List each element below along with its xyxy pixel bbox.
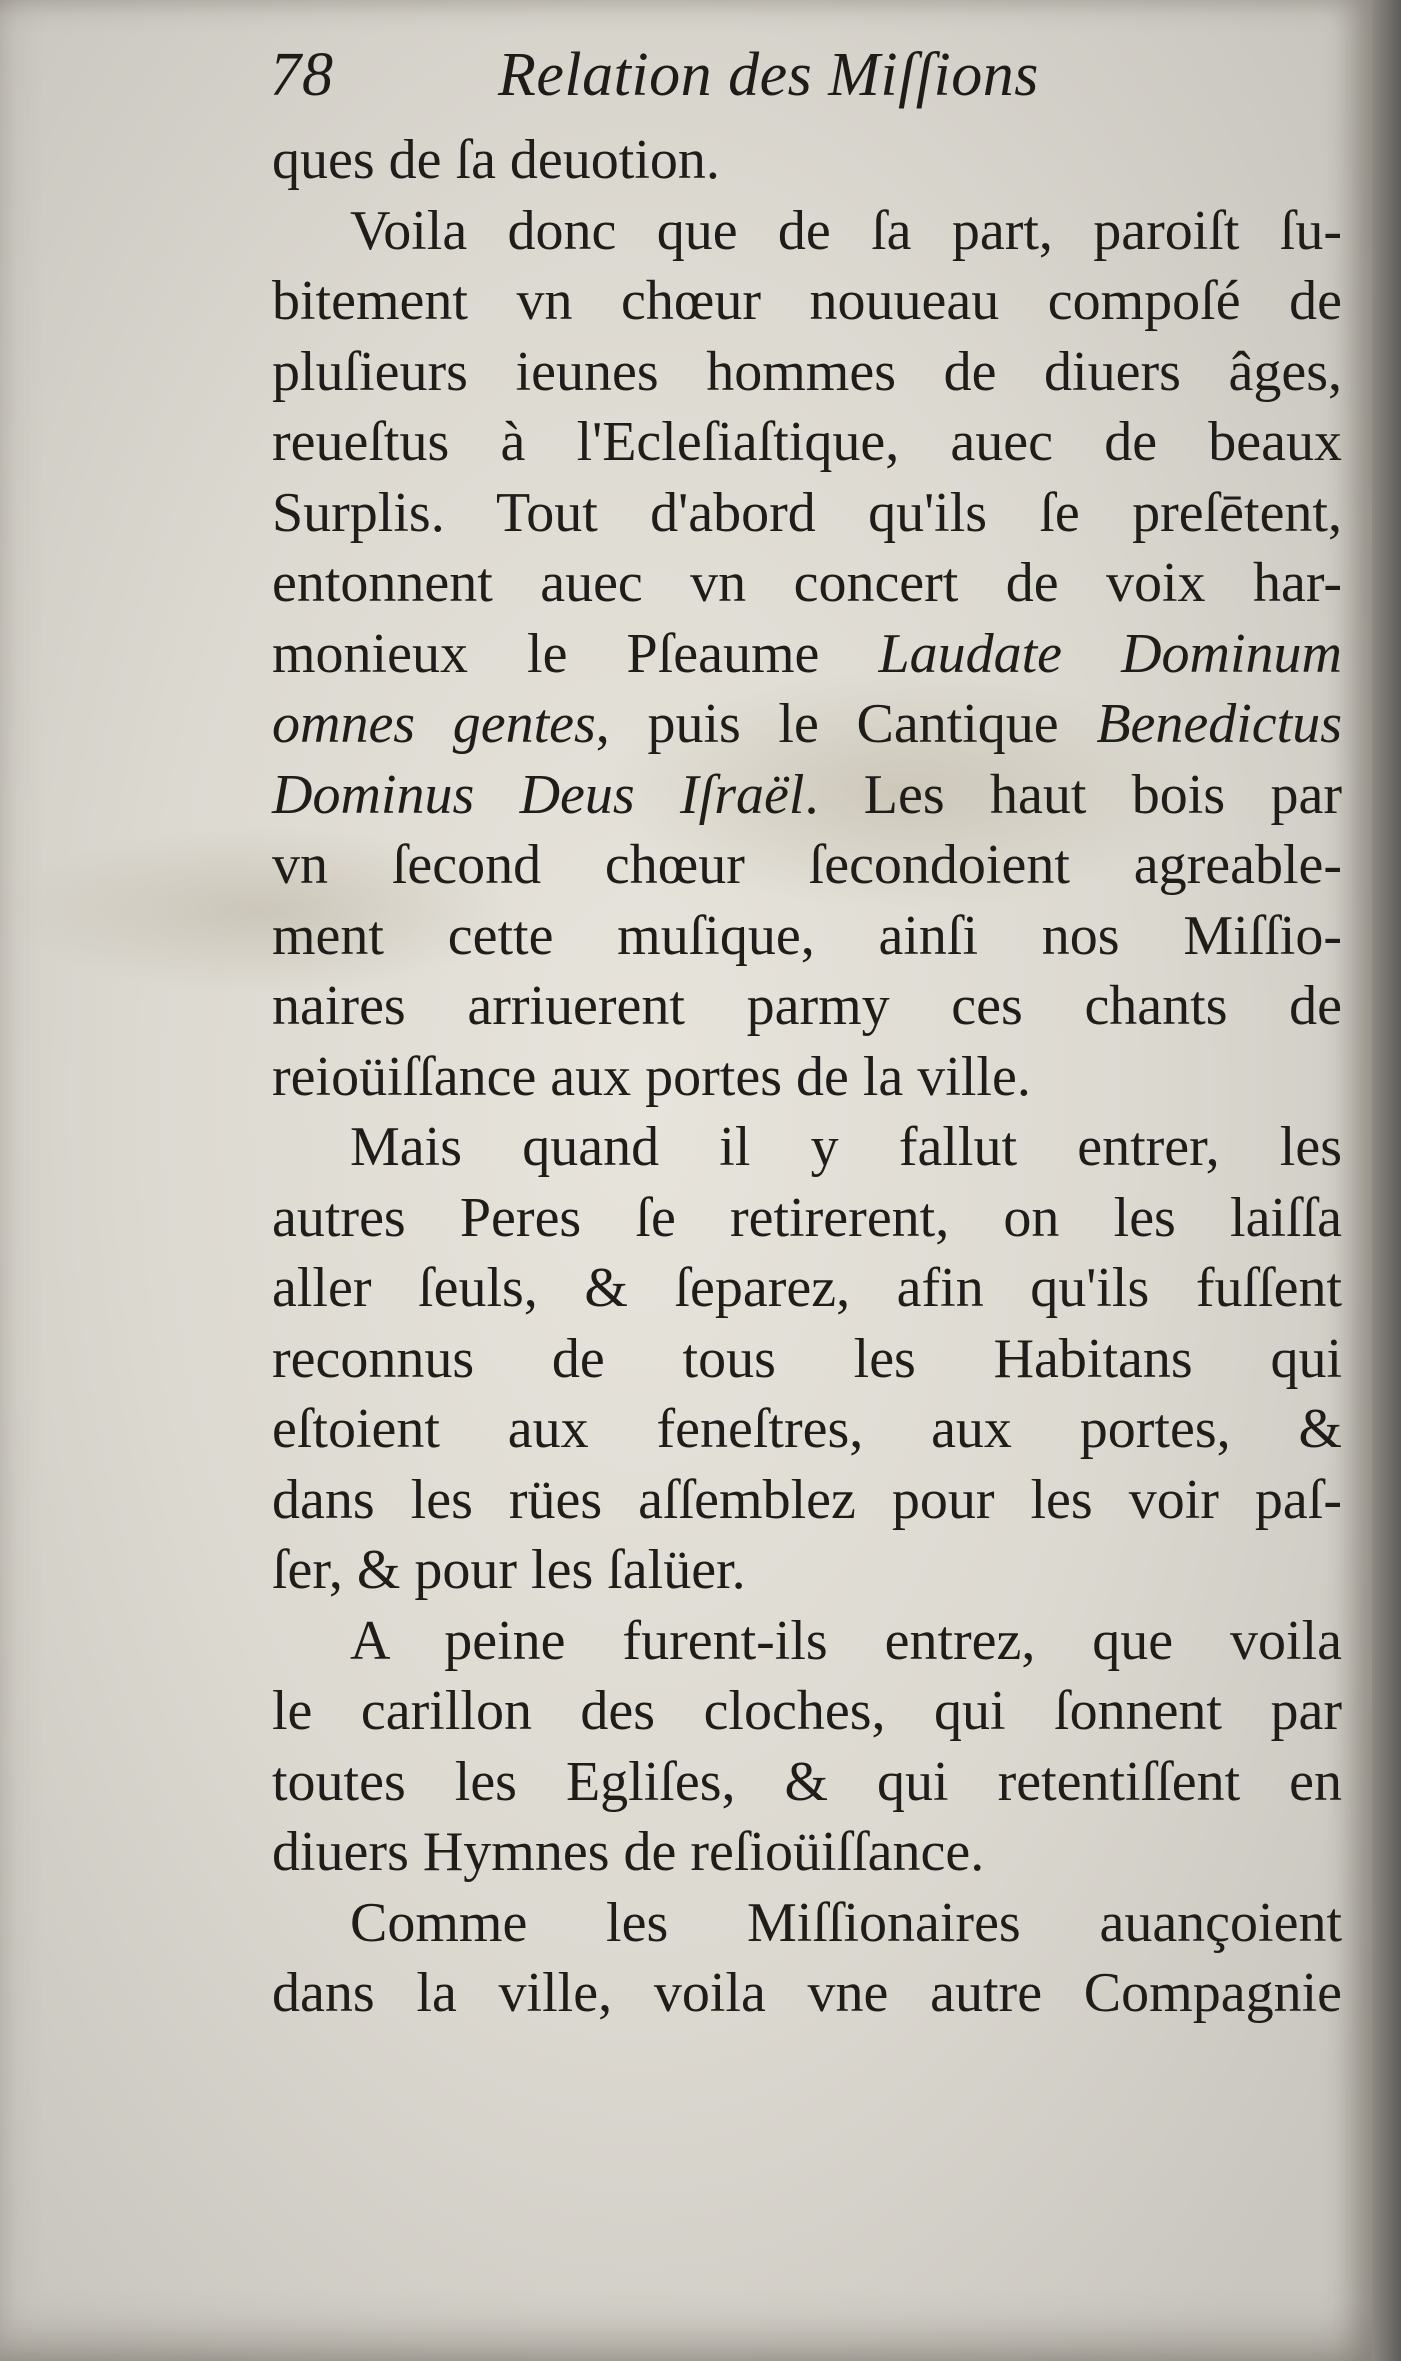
- text-segment: eſtoient aux feneſtres, aux portes, &: [272, 1398, 1342, 1460]
- text-segment: reueſtus à l'Ecleſiaſtique, auec de beaux: [272, 411, 1342, 473]
- text-segment: Surplis. Tout d'abord qu'ils ſe preſētent,: [272, 481, 1342, 544]
- text-segment: A peine furent-ils entrez, que voila: [350, 1609, 1342, 1672]
- body-text: [272, 125, 1342, 2029]
- page-header: [270, 40, 1350, 120]
- text-line: [272, 1112, 1342, 1183]
- text-segment: pluſieurs ieunes hommes de diuers âges,: [272, 340, 1342, 403]
- text-segment: ment cette muſique, ainſi nos Miſſio-: [272, 904, 1342, 967]
- text-segment: monieux le Pſeaume: [272, 622, 879, 685]
- text-line: [272, 901, 1342, 972]
- text-line: [272, 1042, 1342, 1113]
- text-segment: le carillon des cloches, qui ſonnent par: [272, 1680, 1342, 1742]
- text-segment: dans la ville, voila vne autre Compagnie: [272, 1962, 1342, 2024]
- running-title: Relation des Miſſions: [498, 41, 1039, 109]
- text-segment: Mais quand il y fallut entrer, les: [350, 1116, 1342, 1178]
- text-segment: dans les rües aſſemblez pour les voir paſ-: [272, 1468, 1342, 1531]
- text-line: [272, 1606, 1342, 1677]
- text-line: [272, 1747, 1342, 1818]
- page-edge: [1372, 0, 1401, 2361]
- text-line: [272, 548, 1342, 619]
- text-segment: ſer, & pour les ſalüer.: [272, 1539, 746, 1601]
- text-segment: Dominus Deus Iſraël: [272, 763, 805, 826]
- text-line: [272, 1253, 1342, 1324]
- text-line: [272, 1535, 1342, 1606]
- page-number: 78: [270, 41, 334, 109]
- text-segment: diuers Hymnes de reſioüiſſance.: [272, 1821, 985, 1883]
- text-line: [272, 1817, 1342, 1888]
- text-line: [272, 407, 1342, 478]
- text-segment: reioüiſſance aux portes de la ville.: [272, 1045, 1031, 1108]
- text-segment: omnes gentes: [272, 693, 596, 755]
- text-segment: Benedictus: [1096, 693, 1342, 755]
- text-line: [272, 760, 1342, 831]
- text-line: [272, 1958, 1342, 2029]
- text-line: [272, 266, 1342, 337]
- text-segment: . Les haut bois par: [804, 763, 1342, 826]
- text-segment: aller ſeuls, & ſeparez, afin qu'ils fuſſent: [272, 1257, 1342, 1319]
- text-line: [272, 971, 1342, 1042]
- text-segment: Voila donc que de ſa part, paroiſt ſu-: [350, 199, 1342, 262]
- text-segment: toutes les Egliſes, & qui retentiſſent en: [272, 1750, 1342, 1813]
- text-line: [272, 1676, 1342, 1747]
- text-line: [272, 1324, 1342, 1395]
- text-line: [272, 337, 1342, 408]
- text-line: [272, 619, 1342, 690]
- text-segment: Comme les Miſſionaires auançoient: [350, 1891, 1342, 1954]
- text-segment: vn ſecond chœur ſecondoient agreable-: [272, 834, 1342, 896]
- text-line: [272, 125, 1342, 196]
- text-line: [272, 689, 1342, 760]
- text-line: [272, 1465, 1342, 1536]
- text-line: [272, 1888, 1342, 1959]
- text-segment: ques de ſa deuotion.: [272, 129, 720, 191]
- text-line: [272, 1183, 1342, 1254]
- text-line: [272, 196, 1342, 267]
- text-segment: entonnent auec vn concert de voix har-: [272, 552, 1342, 614]
- text-line: [272, 1394, 1342, 1465]
- text-segment: autres Peres ſe retirerent, on les laiſſa: [272, 1186, 1342, 1249]
- text-segment: reconnus de tous les Habitans qui: [272, 1327, 1342, 1390]
- text-line: [272, 830, 1342, 901]
- text-line: [272, 478, 1342, 549]
- text-segment: naires arriuerent parmy ces chants de: [272, 975, 1342, 1037]
- text-segment: Laudate Dominum: [878, 622, 1342, 685]
- text-segment: , puis le Cantique: [595, 693, 1097, 755]
- text-segment: bitement vn chœur nouueau compoſé de: [272, 270, 1342, 332]
